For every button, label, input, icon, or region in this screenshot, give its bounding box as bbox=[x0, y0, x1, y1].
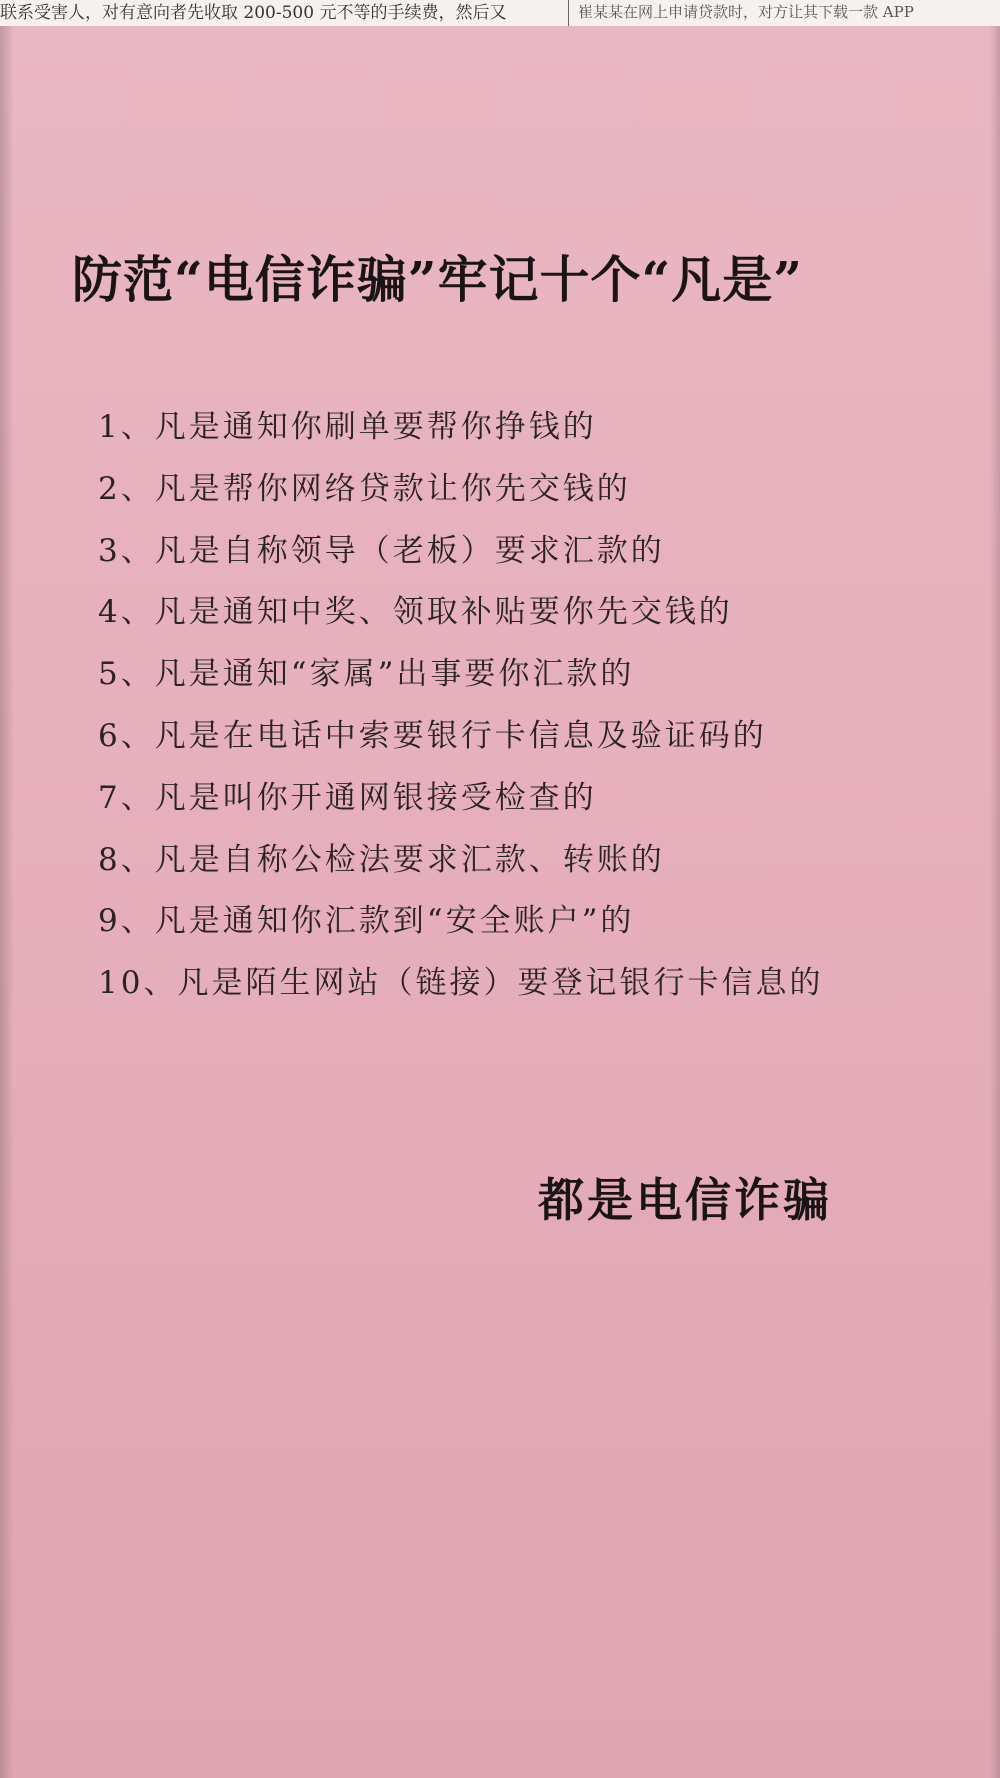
sheet-shadow-right bbox=[990, 26, 1000, 1778]
rule-item: 9、凡是通知你汇款到“安全账户”的 bbox=[98, 903, 635, 940]
poster-conclusion: 都是电信诈骗 bbox=[538, 1173, 832, 1227]
newspaper-text-right: 崔某某在网上申请贷款时，对方让其下载一款 APP bbox=[578, 3, 914, 21]
rule-item: 8、凡是自称公检法要求汇款、转账的 bbox=[98, 841, 665, 878]
newspaper-text-left: 联系受害人，对有意向者先收取 200-500 元不等的手续费，然后又 bbox=[0, 3, 507, 23]
poster-title: 防范“电信诈骗”牢记十个“凡是” bbox=[72, 250, 804, 309]
rule-item: 1、凡是通知你刷单要帮你挣钱的 bbox=[98, 409, 597, 445]
rule-item: 10、凡是陌生网站（链接）要登记银行卡信息的 bbox=[98, 965, 824, 1002]
rule-item: 2、凡是帮你网络贷款让你先交钱的 bbox=[98, 470, 631, 507]
rule-item: 4、凡是通知中奖、领取补贴要你先交钱的 bbox=[98, 594, 733, 631]
rule-item: 3、凡是自称领导（老板）要求汇款的 bbox=[98, 532, 665, 569]
rule-item: 7、凡是叫你开通网银接受检查的 bbox=[98, 779, 597, 816]
rule-item: 5、凡是通知“家属”出事要你汇款的 bbox=[98, 656, 635, 693]
sheet-shadow-left bbox=[0, 26, 14, 1778]
rule-item: 6、凡是在电话中索要银行卡信息及验证码的 bbox=[98, 717, 767, 754]
rules-list bbox=[98, 402, 958, 1020]
